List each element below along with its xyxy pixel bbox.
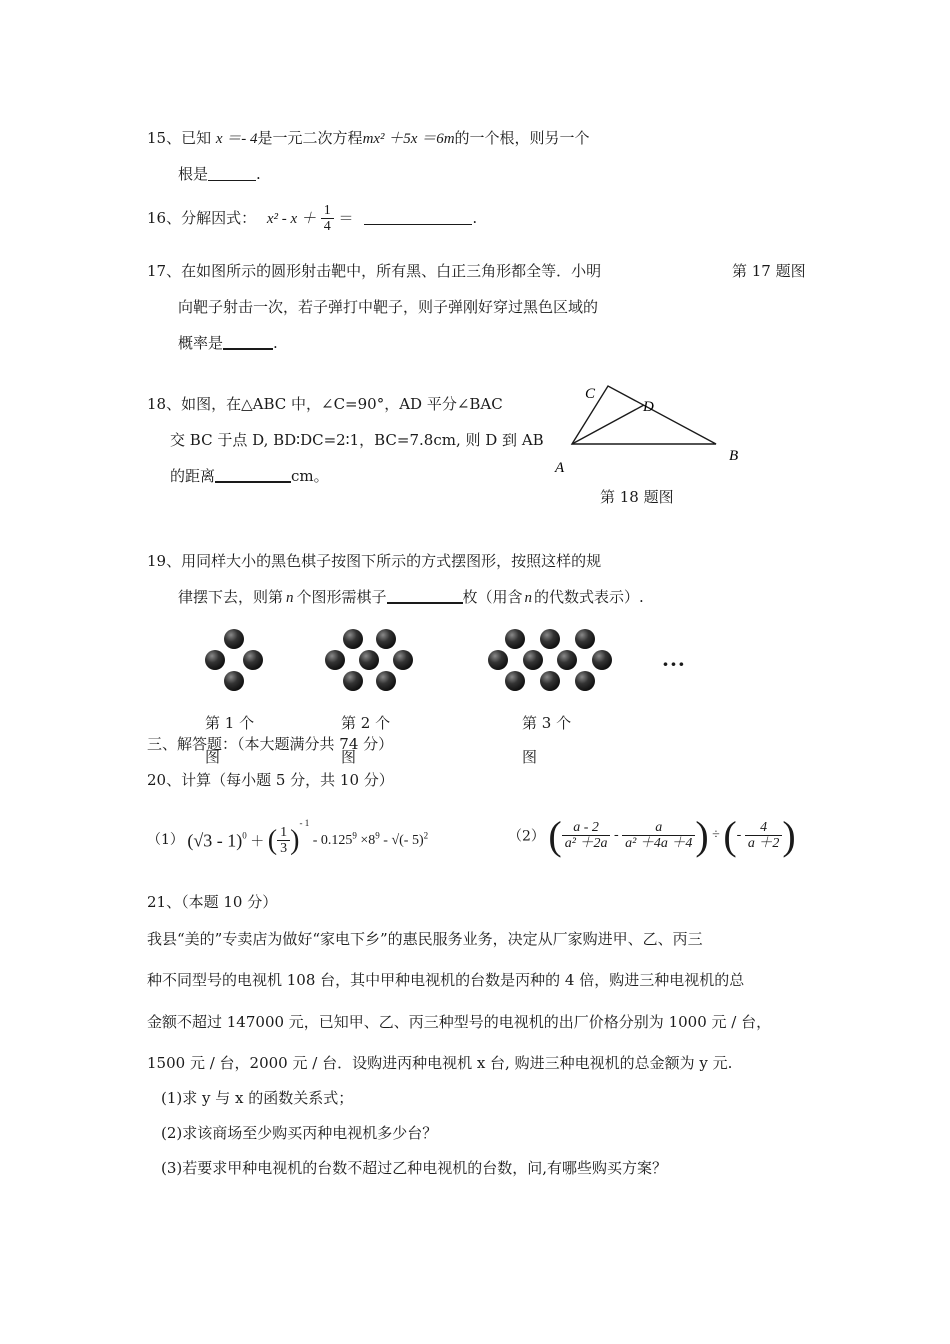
bisector-ad (572, 405, 644, 444)
question-17-line1 (147, 260, 601, 281)
q21-sub-2: (2)求该商场至少购买丙种电视机多少台？ (161, 1124, 438, 1142)
q19-variable-n: n (286, 590, 294, 606)
q16-period: . (472, 208, 478, 227)
q20-p2-f1-den: a² ＋2a (562, 835, 611, 851)
q16-answer-blank[interactable] (364, 210, 472, 225)
q20-part-2-label: （2） (508, 828, 545, 845)
q15-text: 根是 (178, 165, 209, 183)
q20-p1-exp-0: 0 (242, 830, 247, 841)
q21-line-2: 种不同型号的电视机 108 台，其中甲种电视机的台数是丙种的 4 倍，购进三种电视机的总 (147, 971, 745, 989)
q20-p1-exp-9b: 9 (375, 830, 380, 841)
q16-fraction-numerator: 1 (323, 203, 331, 218)
question-19-line1 (147, 550, 601, 571)
q17-text: 概率是 (178, 334, 224, 352)
q15-period: . (256, 165, 261, 183)
question-18-line3 (170, 465, 329, 486)
q20-p1-sqrt-term: (√3 - 1) (187, 830, 243, 851)
q20-p1-fraction (277, 825, 290, 857)
q20-part-1-label: （1） (147, 832, 184, 848)
q15-text: 是一元二次方程 (257, 129, 363, 147)
q19-figure-1-label-tail: 图 (205, 748, 221, 766)
q19-text: 用同样大小的黑色棋子按图下所示的方式摆图形，按照这样的规 (181, 552, 602, 570)
label-d: D (643, 399, 654, 415)
label-c: C (585, 386, 596, 402)
q15-text: 已知 (181, 129, 212, 147)
q20-p1-decimal: - 0.125 (312, 832, 353, 848)
q15-number: 15、 (147, 129, 182, 147)
q18-figure-caption: 第 18 题图 (600, 488, 674, 506)
q20-p1-exp-2: 2 (423, 830, 429, 841)
q20-p1-frac-num: 1 (280, 824, 288, 840)
question-19-line2 (178, 586, 644, 607)
q16-number: 16、 (147, 208, 182, 227)
q20-p1-times-8: ×8 (360, 832, 376, 848)
q18-number: 18、 (147, 395, 182, 413)
q19-figure-2-label-tail: 图 (341, 748, 357, 766)
q21-line-4: 1500 元 / 台，2000 元 / 台．设购进丙种电视机 x 台, 购进三种电视机的总金额为 y 元. (147, 1054, 733, 1072)
question-15-line1 (147, 127, 590, 148)
q20-p1-exp-neg1: - 1 (299, 818, 310, 828)
q20-p1-sqrt-neg5: - √(- 5) (383, 832, 424, 848)
q18-text: 的距离 (170, 467, 216, 485)
q17-period: . (273, 334, 278, 352)
q20-part-2: （2） ( $\frac{a - 2}{\text{a² ＋2a}}$ - $\frac{a}{\text{a² ＋4a ＋4}}$ ) ÷ (- $\frac{4}{a +2}$ ) (508, 813, 796, 858)
question-20-title: 20、计算（每小题 5 分，共 10 分） (147, 771, 394, 789)
q21-sub-1: (1)求 y 与 x 的函数关系式； (161, 1089, 354, 1107)
q19-text: 的代数式表示）. (534, 588, 644, 606)
q16-equals: ＝ (338, 208, 354, 227)
q17-figure-caption: 第 17 题图 (732, 262, 806, 280)
label-b: B (729, 448, 739, 464)
q16-fraction (321, 203, 334, 235)
q19-text: 枚（用含 (462, 588, 523, 606)
question-17-line2: 向靶子射击一次，若子弹打中靶子，则子弹刚好穿过黑色区域的 (178, 298, 599, 316)
q20-p2-fraction-1 (562, 820, 611, 852)
q19-text: 律摆下去，则第 (178, 588, 284, 606)
question-16 (147, 203, 477, 235)
q15-text: 的一个根，则另一个 (454, 129, 590, 147)
q20-p2-f1-num: a - 2 (573, 819, 599, 835)
q18-unit: cm。 (291, 467, 329, 485)
q15-answer-blank[interactable] (208, 166, 256, 181)
q17-answer-blank[interactable] (223, 334, 273, 350)
q19-ellipsis: ··· (662, 652, 686, 676)
q20-p2-f2-num: a (655, 819, 663, 835)
q18-answer-blank[interactable] (215, 467, 291, 483)
q20-p2-f2-den: a² ＋4a ＋4 (622, 835, 695, 851)
q19-variable-n: n (524, 590, 533, 606)
q20-p2-divide: ÷ (712, 827, 720, 843)
q20-p2-f3-den: a ＋2 (745, 835, 783, 851)
section-3-heading: 三、解答题：（本大题满分共 74 分） (147, 735, 394, 753)
label-a: A (555, 460, 565, 476)
q21-line-1: 我县“美的”专卖店为做好“家电下乡”的惠民服务业务，决定从厂家购进甲、乙、丙三 (147, 930, 703, 948)
question-18-line2: 交 BC 于点 D, BD∶DC=2∶1，BC=7.8cm, 则 D 到 AB (170, 431, 544, 449)
q16-prefix: 分解因式： (181, 208, 257, 227)
q19-text: 个图形需棋子 (296, 588, 387, 606)
q16-fraction-denominator: 4 (321, 218, 334, 234)
question-21-title: 21、（本题 10 分） (147, 893, 278, 911)
q21-line-3: 金额不超过 147000 元，已知甲、乙、丙三种型号的电视机的出厂价格分别为 1000 元 / 台， (147, 1013, 772, 1031)
q18-triangle-figure (550, 378, 750, 478)
q19-chess-pieces-figure (195, 625, 705, 695)
q19-figure-1-label: 第 1 个 (205, 714, 255, 732)
q15-root-expression: x ＝- 4 (215, 131, 258, 147)
q17-number: 17、 (147, 262, 182, 280)
q16-expression: x² - x ＋ (266, 210, 316, 227)
q19-figure-3-label: 第 3 个 (522, 714, 572, 732)
q20-p1-exp-9a: 9 (352, 830, 357, 841)
question-17-line3 (178, 332, 278, 353)
q19-figure-2-label: 第 2 个 (341, 714, 391, 732)
pattern-figure-3 (488, 629, 612, 691)
q15-equation: mx² ＋5x ＝6m (362, 131, 455, 147)
q21-sub-3: (3)若要求甲种电视机的台数不超过乙种电视机的台数，问,有哪些购买方案？ (161, 1159, 668, 1177)
q18-text: 如图，在△ABC 中，∠C=90°，AD 平分∠BAC (181, 395, 503, 413)
q20-p2-f3-num: 4 (760, 819, 768, 835)
q17-text: 在如图所示的圆形射击靶中，所有黑、白正三角形都全等．小明 (181, 262, 602, 280)
question-15-line2 (178, 163, 261, 184)
question-18-line1 (147, 393, 503, 414)
q19-figure-3-label-tail: 图 (522, 748, 538, 766)
q20-p2-fraction-3 (745, 820, 783, 852)
q19-answer-blank[interactable] (387, 588, 463, 604)
q20-p2-fraction-2 (622, 820, 695, 852)
q20-part-1: （1） (√3 - 1)$^0$ ＋ ( $\frac{1}{3}$ )$^{- 1} - 0.125^9 \times 8^9$ - √(- 5)$^2$ (147, 818, 429, 857)
pattern-figure-1 (205, 629, 263, 691)
q20-p1-frac-den: 3 (277, 840, 290, 856)
pattern-figure-2 (325, 629, 413, 691)
q19-number: 19、 (147, 552, 182, 570)
